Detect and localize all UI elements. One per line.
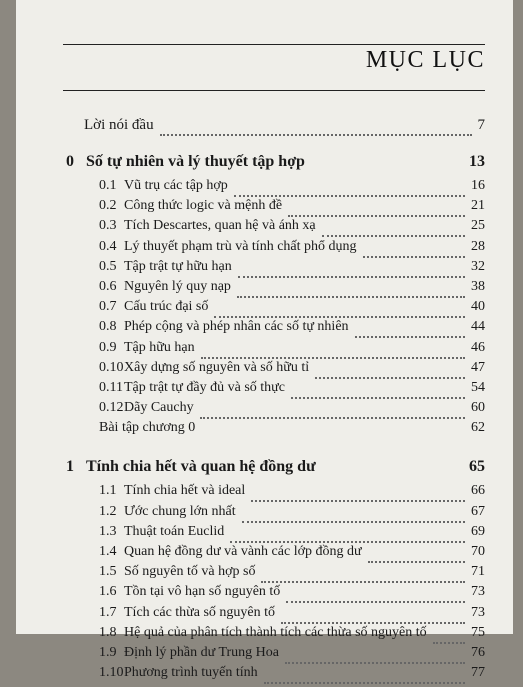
entry-title: Tập trật tự hữu hạn — [124, 258, 232, 274]
entry-page: 21 — [471, 198, 485, 214]
entry-page: 67 — [471, 503, 485, 519]
entry-page: 66 — [471, 483, 485, 499]
leader-dots — [286, 599, 465, 603]
entry-number: 0 — [66, 153, 74, 170]
entry-page: 77 — [471, 665, 485, 681]
section-entry — [16, 259, 513, 281]
leader-dots — [433, 640, 465, 644]
section-entry — [16, 218, 513, 240]
entry-number: 1.5 — [99, 564, 117, 580]
entry-number: 0.12 — [99, 400, 124, 416]
entry-number: 0.4 — [99, 238, 117, 254]
entry-page: 70 — [471, 544, 485, 559]
entry-number: 1.7 — [99, 604, 117, 620]
entry-number: 1.1 — [99, 483, 117, 499]
section-entry — [16, 198, 513, 220]
section-entry — [16, 645, 513, 667]
entry-page: 44 — [471, 319, 485, 335]
entry-title: Bài tập chương 0 — [99, 420, 196, 436]
entry-title: Định lý phần dư Trung Hoa — [124, 645, 279, 660]
leader-dots — [160, 132, 472, 136]
entry-number: 0.6 — [99, 279, 117, 294]
entry-title: Tích các thừa số nguyên tố — [124, 604, 276, 620]
entry-title: Ước chung lớn nhất — [124, 503, 236, 519]
leader-dots — [201, 355, 465, 359]
entry-page: 75 — [471, 624, 485, 640]
entry-number: 0.10 — [99, 359, 124, 375]
entry-title: Phép cộng và phép nhân các số tự nhiên — [124, 319, 349, 335]
entry-title: Xây dựng số nguyên và số hữu tỉ — [124, 359, 310, 375]
leader-dots — [288, 213, 465, 217]
entry-page: 73 — [471, 604, 485, 620]
leader-dots — [234, 193, 465, 197]
entry-title: Phương trình tuyến tính — [124, 665, 258, 681]
entry-page: 69 — [471, 523, 485, 539]
entry-number: 1.3 — [99, 523, 117, 539]
leader-dots — [285, 660, 465, 664]
entry-number: 1.10 — [99, 665, 124, 681]
leader-dots — [363, 254, 465, 258]
entry-number: 0.8 — [99, 319, 117, 335]
leader-dots — [242, 519, 465, 523]
entry-number: 1.9 — [99, 645, 117, 660]
entry-title: Hệ quả của phân tích thành tích các thừa số nguyên tố — [124, 624, 427, 640]
entry-page: 32 — [471, 258, 485, 274]
leader-dots — [368, 559, 465, 563]
leader-dots — [291, 395, 465, 399]
entry-title: Tính chia hết và ideal — [124, 483, 246, 499]
book-page — [16, 0, 513, 681]
entry-page: 38 — [471, 279, 485, 294]
entry-number: 0.2 — [99, 198, 117, 214]
header-rule-bottom — [63, 90, 485, 91]
entry-page: 16 — [471, 178, 485, 193]
exercises-entry — [16, 420, 513, 442]
leader-dots — [200, 415, 465, 419]
section-entry — [16, 319, 513, 341]
section-entry — [16, 400, 513, 422]
section-entry — [16, 665, 513, 687]
entry-number: 0.5 — [99, 258, 117, 274]
section-entry — [16, 239, 513, 261]
entry-number: 0.11 — [99, 380, 123, 395]
section-entry — [16, 178, 513, 200]
header-rule-top — [63, 44, 485, 45]
entry-page: 28 — [471, 238, 485, 254]
leader-dots — [237, 294, 465, 298]
leader-dots — [264, 680, 465, 684]
entry-title: Số nguyên tố và hợp số — [124, 564, 256, 580]
entry-number: 0.1 — [99, 178, 117, 193]
entry-page: 65 — [469, 458, 485, 476]
entry-page: 71 — [471, 564, 485, 580]
entry-page: 62 — [471, 420, 485, 436]
leader-dots — [230, 539, 465, 543]
entry-number: 0.9 — [99, 339, 117, 355]
entry-number: 0.7 — [99, 299, 117, 315]
entry-page: 46 — [471, 339, 485, 355]
chapter-heading — [16, 153, 513, 175]
leader-dots — [261, 579, 465, 583]
entry-title: Cấu trúc đại số — [124, 299, 209, 315]
entry-title: Tích Descartes, quan hệ và ánh xạ — [124, 218, 316, 234]
entry-page: 47 — [471, 359, 485, 375]
section-entry — [16, 524, 513, 546]
leader-dots — [322, 233, 465, 237]
entry-number: 1.8 — [99, 624, 117, 640]
entry-number: 1.4 — [99, 544, 117, 559]
entry-title: Tồn tại vô hạn số nguyên tố — [124, 584, 281, 600]
entry-title: Tính chia hết và quan hệ đồng dư — [86, 458, 316, 476]
entry-title: Vũ trụ các tập hợp — [124, 178, 228, 193]
entry-number: 1.6 — [99, 584, 117, 600]
leader-dots — [238, 274, 465, 278]
section-entry — [16, 299, 513, 321]
entry-page: 40 — [471, 299, 485, 315]
entry-title: Tập hữu hạn — [124, 339, 195, 355]
entry-page: 25 — [471, 218, 485, 234]
entry-title: Quan hệ đồng dư và vành các lớp đồng dư — [124, 544, 362, 559]
section-entry — [16, 340, 513, 362]
entry-title: Tập trật tự đầy đủ và số thực — [124, 380, 285, 395]
preface-entry — [16, 117, 513, 139]
leader-dots — [355, 334, 465, 338]
section-entry — [16, 279, 513, 301]
leader-dots — [214, 314, 465, 318]
leader-dots — [251, 498, 465, 502]
section-entry — [16, 360, 513, 382]
entry-number: 1.2 — [99, 503, 117, 519]
entry-title: Dãy Cauchy — [124, 400, 194, 416]
entry-page: 13 — [469, 153, 485, 170]
entry-page: 7 — [477, 117, 485, 133]
entry-title: Công thức logic và mệnh đề — [124, 198, 283, 214]
leader-dots — [281, 620, 465, 624]
entry-number: 0.3 — [99, 218, 117, 234]
chapter-heading — [16, 458, 513, 480]
entry-title: Lý thuyết phạm trù và tính chất phổ dụng — [124, 238, 357, 254]
leader-dots — [315, 375, 465, 379]
entry-number: 1 — [66, 458, 74, 476]
entry-page: 73 — [471, 584, 485, 600]
section-entry — [16, 504, 513, 526]
section-entry — [16, 380, 513, 402]
section-entry — [16, 584, 513, 606]
entry-page: 54 — [471, 380, 485, 395]
entry-title: Số tự nhiên và lý thuyết tập hợp — [86, 153, 305, 170]
entry-title: Thuật toán Euclid — [124, 523, 225, 539]
entry-page: 60 — [471, 400, 485, 416]
page-title: MỤC LỤC — [365, 47, 485, 73]
entry-title: Nguyên lý quy nạp — [124, 279, 231, 294]
entry-title: Lời nói đầu — [84, 117, 154, 133]
section-entry — [16, 483, 513, 505]
section-entry — [16, 625, 513, 647]
section-entry — [16, 564, 513, 586]
entry-page: 76 — [471, 645, 485, 660]
section-entry — [16, 605, 513, 627]
section-entry — [16, 544, 513, 566]
